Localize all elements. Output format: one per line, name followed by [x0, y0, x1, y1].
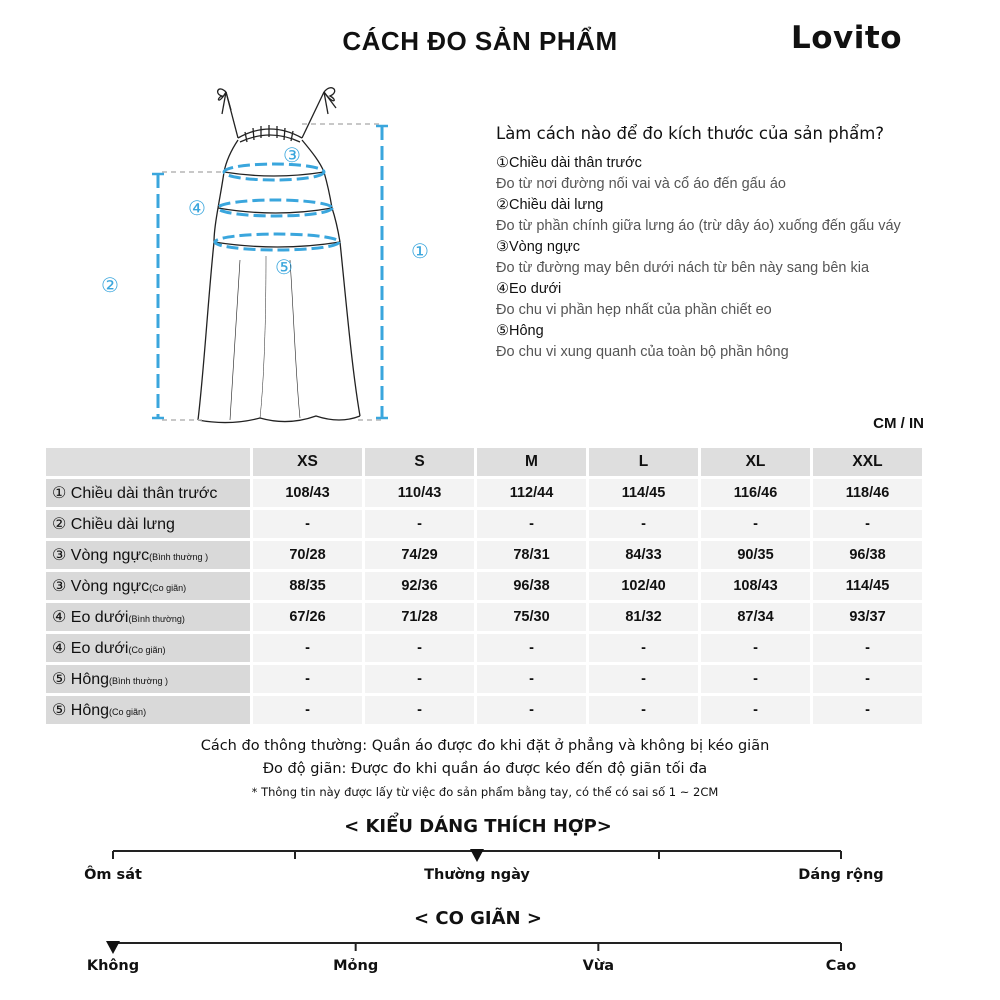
guide-item-desc: Đo từ đường may bên dưới nách từ bên này sang bên kia [496, 260, 870, 276]
fit-scale-label: Ôm sát [84, 867, 142, 883]
table-row [46, 665, 922, 693]
table-cell: 114/45 [813, 572, 922, 600]
page-title: CÁCH ĐO SẢN PHẨM [342, 26, 618, 56]
row-label-text: ④ Eo dưới [52, 609, 129, 626]
table-cell: - [589, 634, 698, 662]
fit-scale-title: < KIỂU DÁNG THÍCH HỢP> [344, 816, 612, 837]
table-cell: 112/44 [477, 479, 586, 507]
table-cell: 87/34 [701, 603, 810, 631]
stretch-scale-label: Vừa [582, 958, 614, 974]
label-hip: ⑤ [275, 255, 293, 279]
table-cell: 84/33 [589, 541, 698, 569]
table-cell: - [253, 634, 362, 662]
stretch-scale-label: Mỏng [333, 958, 379, 974]
table-cell: - [813, 510, 922, 538]
table-row [46, 603, 922, 631]
table-cell: - [813, 665, 922, 693]
row-label-note: (Bình thường ) [149, 552, 209, 562]
guide-item-title: ④Eo dưới [496, 281, 562, 297]
fit-scale-label: Dáng rộng [798, 867, 884, 883]
row-label [46, 634, 250, 662]
table-cell: 92/36 [365, 572, 474, 600]
table-cell: 70/28 [253, 541, 362, 569]
table-cell: 102/40 [589, 572, 698, 600]
row-label-note: (Co giãn) [149, 583, 187, 593]
table-cell: 75/30 [477, 603, 586, 631]
row-label [46, 479, 250, 507]
guide-item [496, 321, 956, 363]
guide-item-title: ③Vòng ngực [496, 239, 580, 255]
table-cell: - [701, 510, 810, 538]
row-label [46, 541, 250, 569]
table-cell: - [589, 510, 698, 538]
table-row [46, 634, 922, 662]
table-cell: - [589, 696, 698, 724]
table-row [46, 541, 922, 569]
table-cell: - [477, 665, 586, 693]
row-label [46, 665, 250, 693]
table-cell: - [253, 510, 362, 538]
table-cell: 88/35 [253, 572, 362, 600]
table-corner [46, 448, 250, 476]
size-header: M [477, 448, 586, 476]
table-cell: 81/32 [589, 603, 698, 631]
row-label-text: ⑤ Hông [52, 671, 110, 688]
stretch-scale-marker-icon [106, 941, 120, 954]
label-front-length: ① [411, 239, 429, 263]
table-cell: - [365, 510, 474, 538]
stretch-scale-label: Cao [825, 958, 857, 974]
table-row [46, 696, 922, 724]
row-label-text: ③ Vòng ngực [52, 547, 150, 564]
row-label [46, 696, 250, 724]
table-header-row [46, 448, 922, 476]
table-cell: 78/31 [477, 541, 586, 569]
row-label-text: ② Chiều dài lưng [52, 516, 175, 533]
table-cell: - [477, 634, 586, 662]
guide-item [496, 279, 956, 321]
guide-item-desc: Đo chu vi xung quanh của toàn bộ phần hông [496, 344, 789, 360]
note-normal: Cách đo thông thường: Quần áo được đo khi đặt ở phẳng và không bị kéo giãn [200, 738, 770, 754]
guide-item-desc: Đo từ phần chính giữa lưng áo (trừ dây áo) xuống đến gấu váy [496, 218, 901, 234]
table-cell: 96/38 [813, 541, 922, 569]
size-header: L [589, 448, 698, 476]
dress-diagram [90, 80, 450, 430]
table-row [46, 572, 922, 600]
table-cell: - [589, 665, 698, 693]
size-header: XXL [813, 448, 922, 476]
label-chest: ③ [283, 143, 301, 167]
guide-item-title: ①Chiều dài thân trước [496, 155, 642, 171]
table-cell: 67/26 [253, 603, 362, 631]
table-cell: 108/43 [253, 479, 362, 507]
row-label-text: ④ Eo dưới [52, 640, 129, 657]
fit-scale-bar [113, 849, 841, 862]
table-cell: - [701, 634, 810, 662]
row-label-note: (Co giãn) [128, 645, 166, 655]
table-cell: 110/43 [365, 479, 474, 507]
table-cell: 108/43 [701, 572, 810, 600]
size-header: S [365, 448, 474, 476]
table-cell: 116/46 [701, 479, 810, 507]
table-cell: 93/37 [813, 603, 922, 631]
table-cell: 90/35 [701, 541, 810, 569]
row-label [46, 603, 250, 631]
stretch-scale-label: Không [86, 958, 140, 974]
table-row [46, 479, 922, 507]
table-cell: 74/29 [365, 541, 474, 569]
guide-item [496, 153, 956, 195]
table-cell: - [813, 696, 922, 724]
row-label-text: ① Chiều dài thân trước [52, 485, 218, 502]
table-cell: - [253, 665, 362, 693]
table-cell: - [365, 696, 474, 724]
table-cell: 118/46 [813, 479, 922, 507]
measurement-notes [0, 735, 970, 803]
table-cell: - [253, 696, 362, 724]
table-cell: - [477, 510, 586, 538]
note-disclaimer: * Thông tin này được lấy từ việc đo sản phẩm bằng tay, có thể có sai số 1 ~ 2CM [251, 785, 719, 799]
row-label-text: ⑤ Hông [52, 702, 110, 719]
table-cell: - [701, 665, 810, 693]
fit-scale-marker-icon [470, 849, 484, 862]
table-cell: 114/45 [589, 479, 698, 507]
unit-label: CM / IN [873, 415, 924, 432]
note-stretch: Đo độ giãn: Được đo khi quần áo được kéo đến độ giãn tối đa [262, 761, 708, 777]
guide-item-title: ②Chiều dài lưng [496, 197, 604, 213]
guide-item [496, 237, 956, 279]
table-cell: - [477, 696, 586, 724]
label-back-length: ② [101, 273, 119, 297]
guide-item [496, 195, 956, 237]
size-table [43, 445, 925, 727]
row-label-note: (Co giãn) [109, 707, 147, 717]
table-cell: - [365, 634, 474, 662]
table-cell: - [813, 634, 922, 662]
table-cell: 71/28 [365, 603, 474, 631]
size-header: XL [701, 448, 810, 476]
size-header: XS [253, 448, 362, 476]
measurement-guide [496, 124, 956, 363]
brand-logo: Lovito [790, 20, 902, 56]
guide-heading: Làm cách nào để đo kích thước của sản phẩm? [496, 124, 885, 143]
guide-item-desc: Đo chu vi phần hẹp nhất của phần chiết eo [496, 302, 772, 318]
stretch-scale-title: < CO GIÃN > [414, 908, 542, 929]
label-waist: ④ [188, 196, 206, 220]
table-row [46, 510, 922, 538]
table-cell: - [365, 665, 474, 693]
row-label-note: (Bình thường ) [109, 676, 168, 686]
row-label-text: ③ Vòng ngực [52, 578, 150, 595]
row-label [46, 572, 250, 600]
stretch-scale-bar [106, 941, 841, 954]
table-cell: 96/38 [477, 572, 586, 600]
row-label [46, 510, 250, 538]
table-cell: - [701, 696, 810, 724]
row-label-note: (Bình thường) [128, 614, 185, 624]
fit-scale-label: Thường ngày [424, 867, 530, 883]
guide-item-desc: Đo từ nơi đường nối vai và cổ áo đến gấu áo [496, 176, 786, 192]
guide-item-title: ⑤Hông [496, 323, 544, 339]
